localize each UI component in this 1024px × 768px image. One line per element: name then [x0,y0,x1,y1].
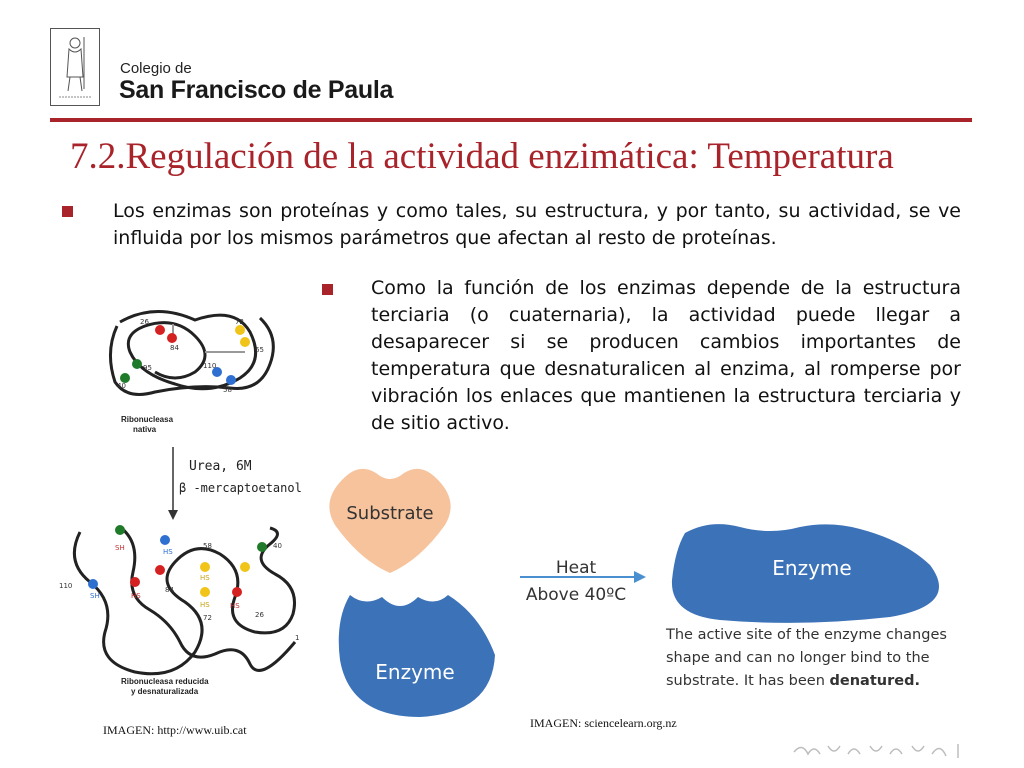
residue-label: SH [90,592,100,600]
reduced-sublabel: y desnaturalizada [131,687,199,696]
reduced-label: Ribonucleasa reducida [121,677,209,686]
residue-label: 84 [165,586,174,594]
residue-label: 95 [143,364,152,372]
bullet-text-1: Los enzimas son proteínas y como tales, su estructura, y por tanto, su actividad, se ve influida por los mismos parámetros que afectan al resto de proteínas. [113,200,961,249]
residue-label: HS [163,548,173,556]
residue-label: 65 [255,346,264,354]
residue-label: 40 [273,542,282,550]
svg-text:substrate. It has been denatu [666,673,920,689]
residue-label: HS [230,602,240,610]
residue-label: 40 [117,382,126,390]
bullet-text-2: Como la función de los enzimas depende de la estructura terciaria (o cuaternaria), la actividad puede llegar a desaparecer si se producen cambios importantes de temperatura que desnaturalicen al enzima, al romperse por vibración los enlaces que mantienen la estructura terciaria y de sitio activo. [371,277,961,434]
residue-label: 26 [255,611,264,619]
heat-denaturation-diagram [320,455,980,720]
school-logo [50,28,100,106]
decorative-footer-mark [790,738,980,762]
enzyme-shape [339,595,495,717]
residue-label: 72 [235,318,244,326]
residue-label: 26 [140,318,149,326]
note-line-1: The active site of the enzyme changes [666,627,947,643]
note-line-2: shape and can no longer bind to the [666,650,930,666]
residue-label: SH [115,544,125,552]
reagent-urea: Urea, 6M [189,459,252,474]
saint-figure-icon [51,29,99,105]
native-label: Ribonucleasa [121,415,174,424]
arrow-head-icon [168,510,178,520]
reagent-mercaptoethanol: β -mercaptoetanol [179,481,302,495]
substrate-label: Substrate [346,503,434,524]
arrow-head-icon [634,571,646,583]
right-image-caption: IMAGEN: sciencelearn.org.nz [530,716,677,730]
left-image-caption: IMAGEN: http://www.uib.cat [103,723,247,737]
denatured-protein [74,525,295,674]
residue-label: HS [200,574,210,582]
residue-label: 110 [59,582,73,590]
residue-label: 84 [170,344,179,352]
slide-title: 7.2.Regulación de la actividad enzimática: Temperatura [70,136,894,177]
header-divider [50,118,972,122]
heat-label: Heat [555,558,597,578]
native-sublabel: nativa [133,425,157,434]
condition-label: Above 40ºC [525,585,627,605]
residue-label: 72 [203,614,212,622]
native-protein [110,311,273,394]
logo-line-2: San Francisco de Paula [119,76,394,104]
logo-line-1: Colegio de [120,60,192,77]
bullet-icon [322,284,333,295]
note-line-3: substrate. It has been [666,673,830,689]
residue-label: 110 [203,362,217,370]
residue-label: 58 [223,386,232,394]
bullet-icon [62,206,73,217]
note-denatured-word: denatured. [829,673,920,689]
residue-label: 1 [295,634,300,642]
ribonuclease-diagram [45,292,315,712]
residue-label: 58 [203,542,212,550]
enzyme-label: Enzyme [375,660,455,684]
residue-label: HS [131,592,141,600]
denatured-enzyme-label: Enzyme [772,556,852,580]
residue-label: HS [200,601,210,609]
